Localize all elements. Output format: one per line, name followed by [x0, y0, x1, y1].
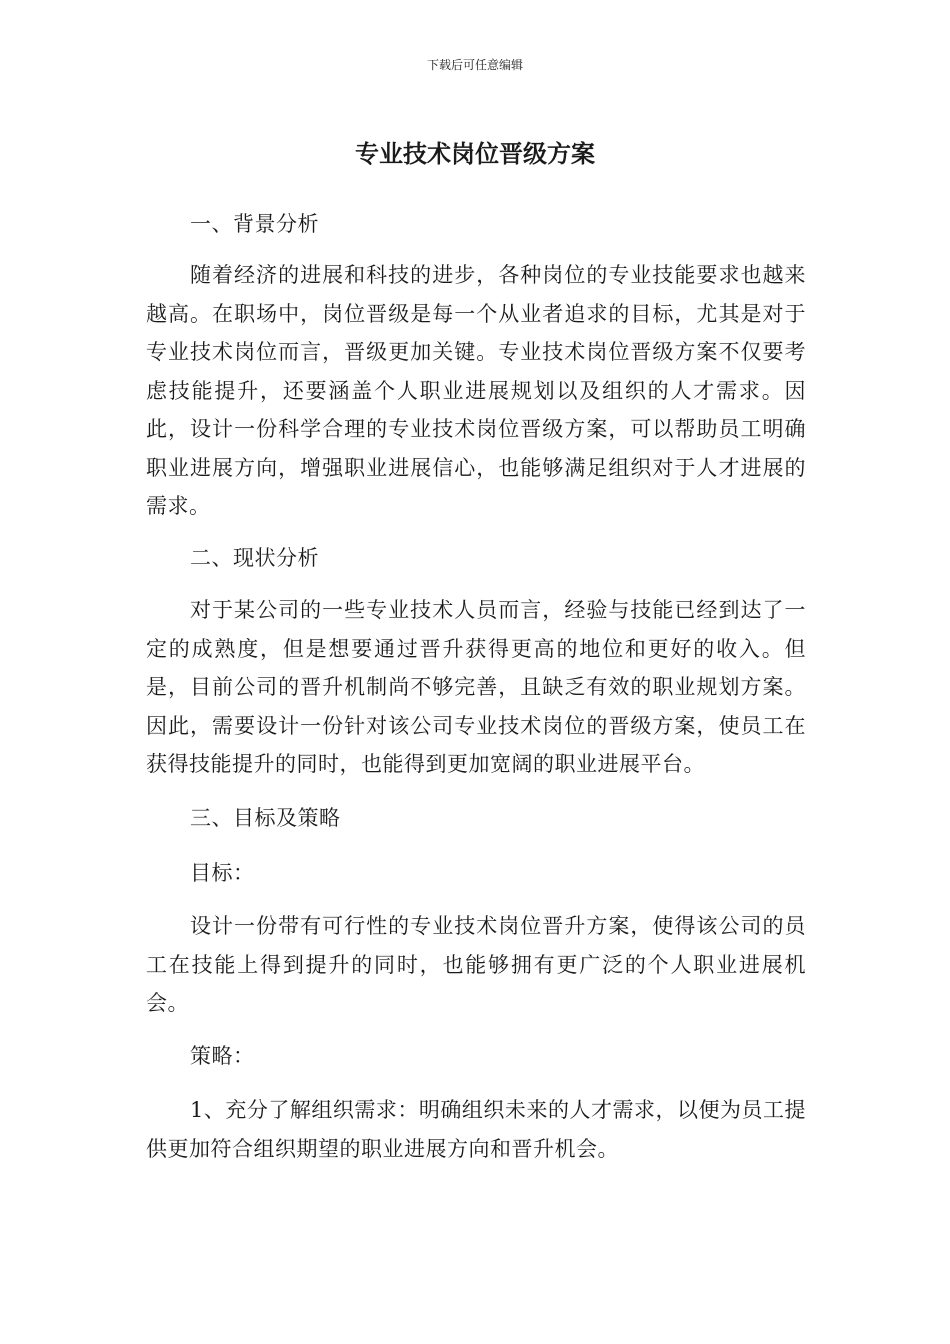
paragraph-background: 随着经济的进展和科技的进步，各种岗位的专业技能要求也越来越高。在职场中，岗位晋级是每一个从业者追求的目标，尤其是对于专业技术岗位而言，晋级更加关键。专业技术岗位晋级方案不仅要考虑技能提升，还要涵盖个人职业进展规划以及组织的人才需求。因此，设计一份科学合理的专业技术岗位晋级方案，可以帮助员工明确职业进展方向，增强职业进展信心，也能够满足组织对于人才进展的需求。 — [146, 263, 806, 518]
paragraph-strategy-1: 1、充分了解组织需求：明确组织未来的人才需求，以便为员工提供更加符合组织期望的职业进展方向和晋升机会。 — [146, 1098, 806, 1161]
label-strategy: 策略： — [190, 1044, 255, 1068]
paragraph-goal: 设计一份带有可行性的专业技术岗位晋升方案，使得该公司的员工在技能上得到提升的同时，也能够拥有更广泛的个人职业进展机会。 — [146, 914, 806, 1015]
section-heading-goals: 三、目标及策略 — [190, 806, 341, 830]
section-heading-status: 二、现状分析 — [190, 546, 319, 570]
document-title: 专业技术岗位晋级方案 — [355, 140, 595, 168]
header-note: 下载后可任意编辑 — [426, 58, 523, 72]
paragraph-status: 对于某公司的一些专业技术人员而言，经验与技能已经到达了一定的成熟度，但是想要通过晋升获得更高的地位和更好的收入。但是，目前公司的晋升机制尚不够完善，且缺乏有效的职业规划方案。因此，需要设计一份针对该公司专业技术岗位的晋级方案，使员工在获得技能提升的同时，也能得到更加宽阔的职业进展平台。 — [146, 598, 806, 776]
label-goal: 目标： — [190, 861, 255, 885]
section-heading-background: 一、背景分析 — [190, 212, 319, 236]
